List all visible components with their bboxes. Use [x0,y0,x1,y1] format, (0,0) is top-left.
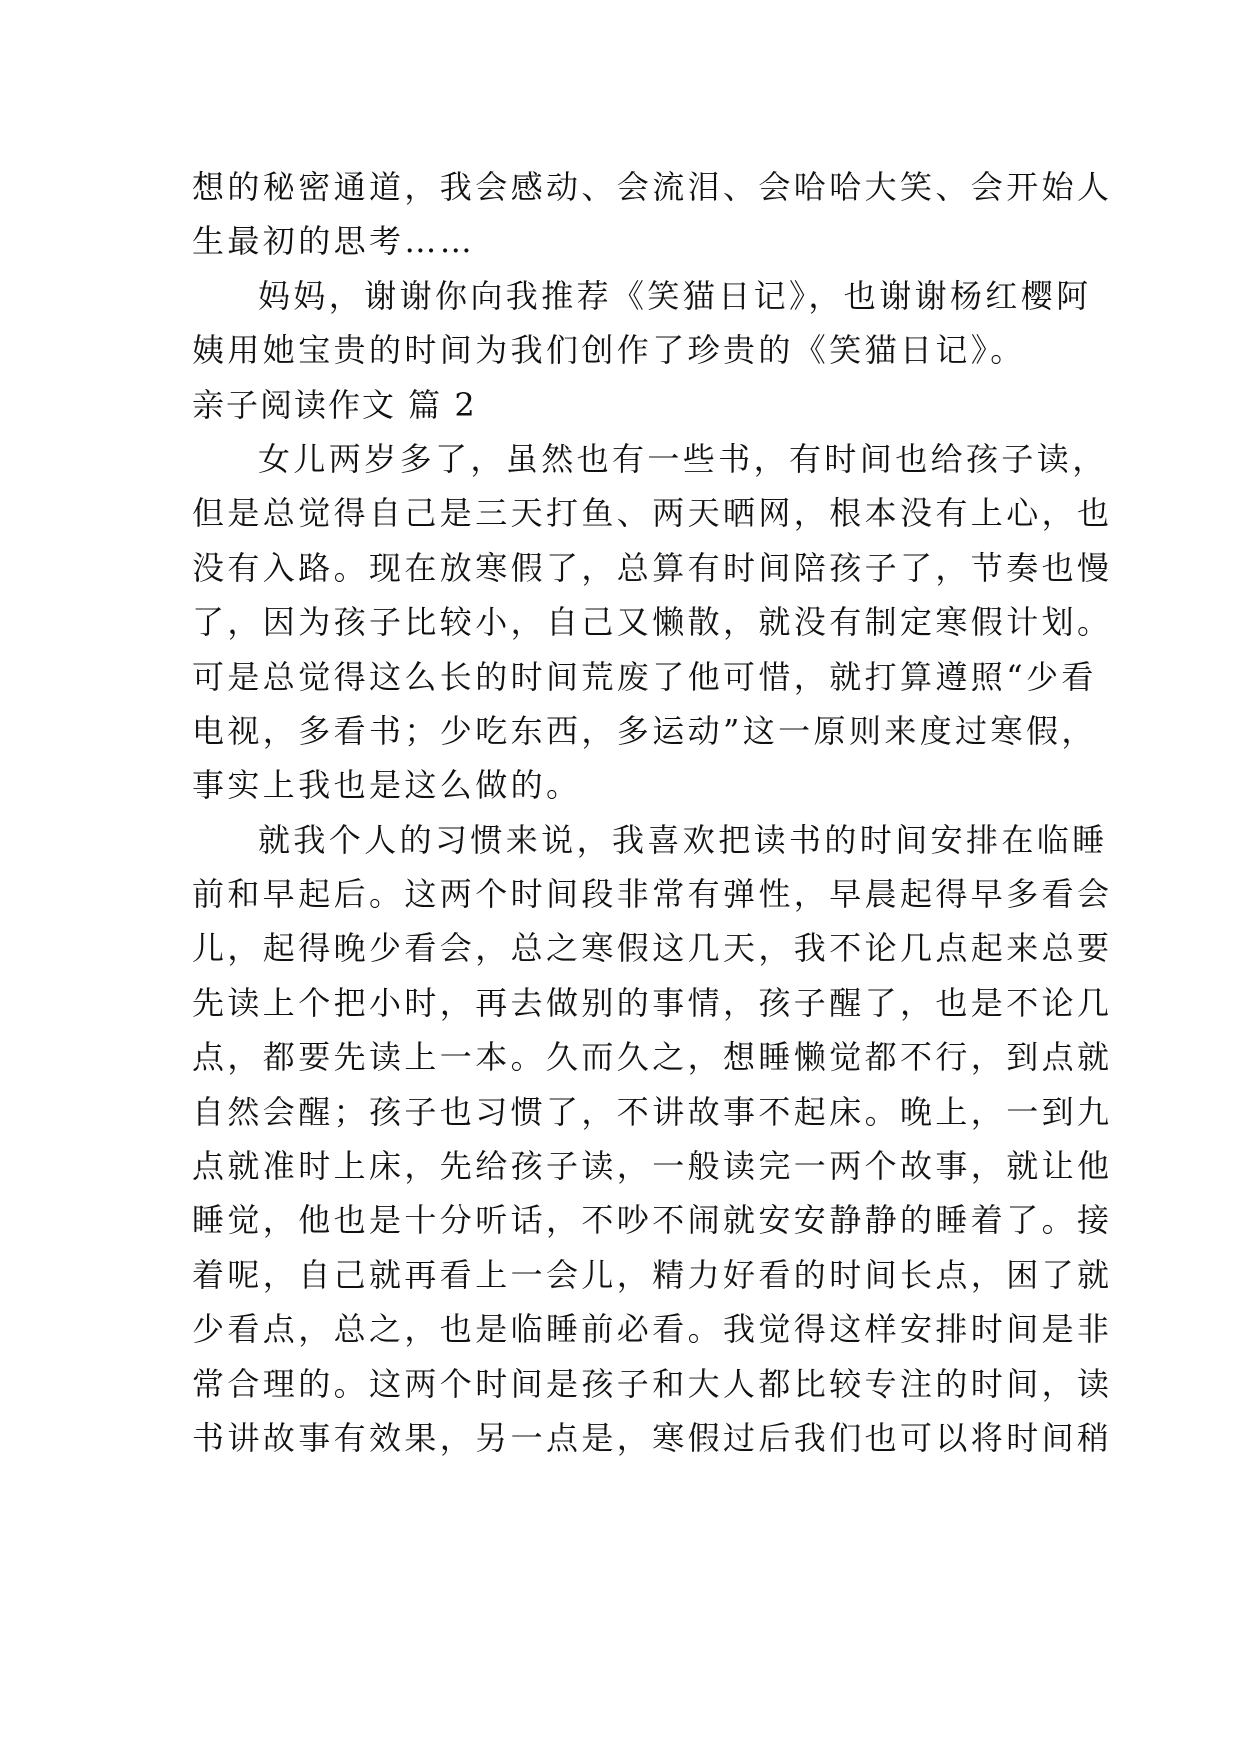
text-line: 但是总觉得自己是三天打鱼、两天晒网，根本没有上心，也 [192,494,1113,533]
text-line: 生最初的思考…… [192,222,476,261]
text-line: 先读上个把小时，再去做别的事情，孩子醒了，也是不论几 [192,983,1113,1022]
text-line: 妈妈，谢谢你向我推荐《笑猫日记》，也谢谢杨红樱阿 [258,276,1092,315]
text-line: 没有入路。现在放寒假了，总算有时间陪孩子了，节奏也慢 [192,548,1113,587]
paragraph [192,269,1092,378]
text-line: 前和早起后。这两个时间段非常有弹性，早晨起得早多看会 [192,875,1113,914]
text-line: 着呢，自己就再看上一会儿，精力好看的时间长点，困了就 [192,1255,1113,1294]
text-line: 女儿两岁多了，虽然也有一些书，有时间也给孩子读， [258,439,1108,478]
paragraph [192,813,1113,1466]
text-line: 睡觉，他也是十分听话，不吵不闹就安安静静的睡着了。接 [192,1201,1113,1240]
paragraph [192,432,1113,813]
text-line: 儿，起得晚少看会，总之寒假这几天，我不论几点起来总要 [192,929,1113,968]
text-line: 就我个人的习惯来说，我喜欢把读书的时间安排在临睡 [258,820,1108,859]
text-line: 常合理的。这两个时间是孩子和大人都比较专注的时间，读 [192,1364,1113,1403]
document-page [192,160,1113,1465]
text-line: 事实上我也是这么做的。 [192,766,582,805]
section-heading [192,378,1072,432]
paragraph [192,160,1113,269]
text-line: 电视，多看书；少吃东西，多运动”这一原则来度过寒假， [192,711,1097,750]
text-line: 自然会醒；孩子也习惯了，不讲故事不起床。晚上，一到九 [192,1092,1113,1131]
text-line: 少看点，总之，也是临睡前必看。我觉得这样安排时间是非 [192,1310,1113,1349]
text-line: 想的秘密通道，我会感动、会流泪、会哈哈大笑、会开始人 [192,168,1113,206]
text-line: 了，因为孩子比较小，自己又懒散，就没有制定寒假计划。 [192,603,1113,642]
text-line: 点，都要先读上一本。久而久之，想睡懒觉都不行，到点就 [192,1038,1113,1077]
text-line: 可是总觉得这么长的时间荒废了他可惜，就打算遵照“少看 [192,657,1097,696]
heading-text: 亲子阅读作文 篇 2 [192,385,477,424]
text-line: 书讲故事有效果，另一点是，寒假过后我们也可以将时间稍 [192,1418,1113,1457]
text-line: 点就准时上床，先给孩子读，一般读完一两个故事，就让他 [192,1147,1113,1186]
text-line: 姨用她宝贵的时间为我们创作了珍贵的《笑猫日记》。 [192,331,1026,370]
